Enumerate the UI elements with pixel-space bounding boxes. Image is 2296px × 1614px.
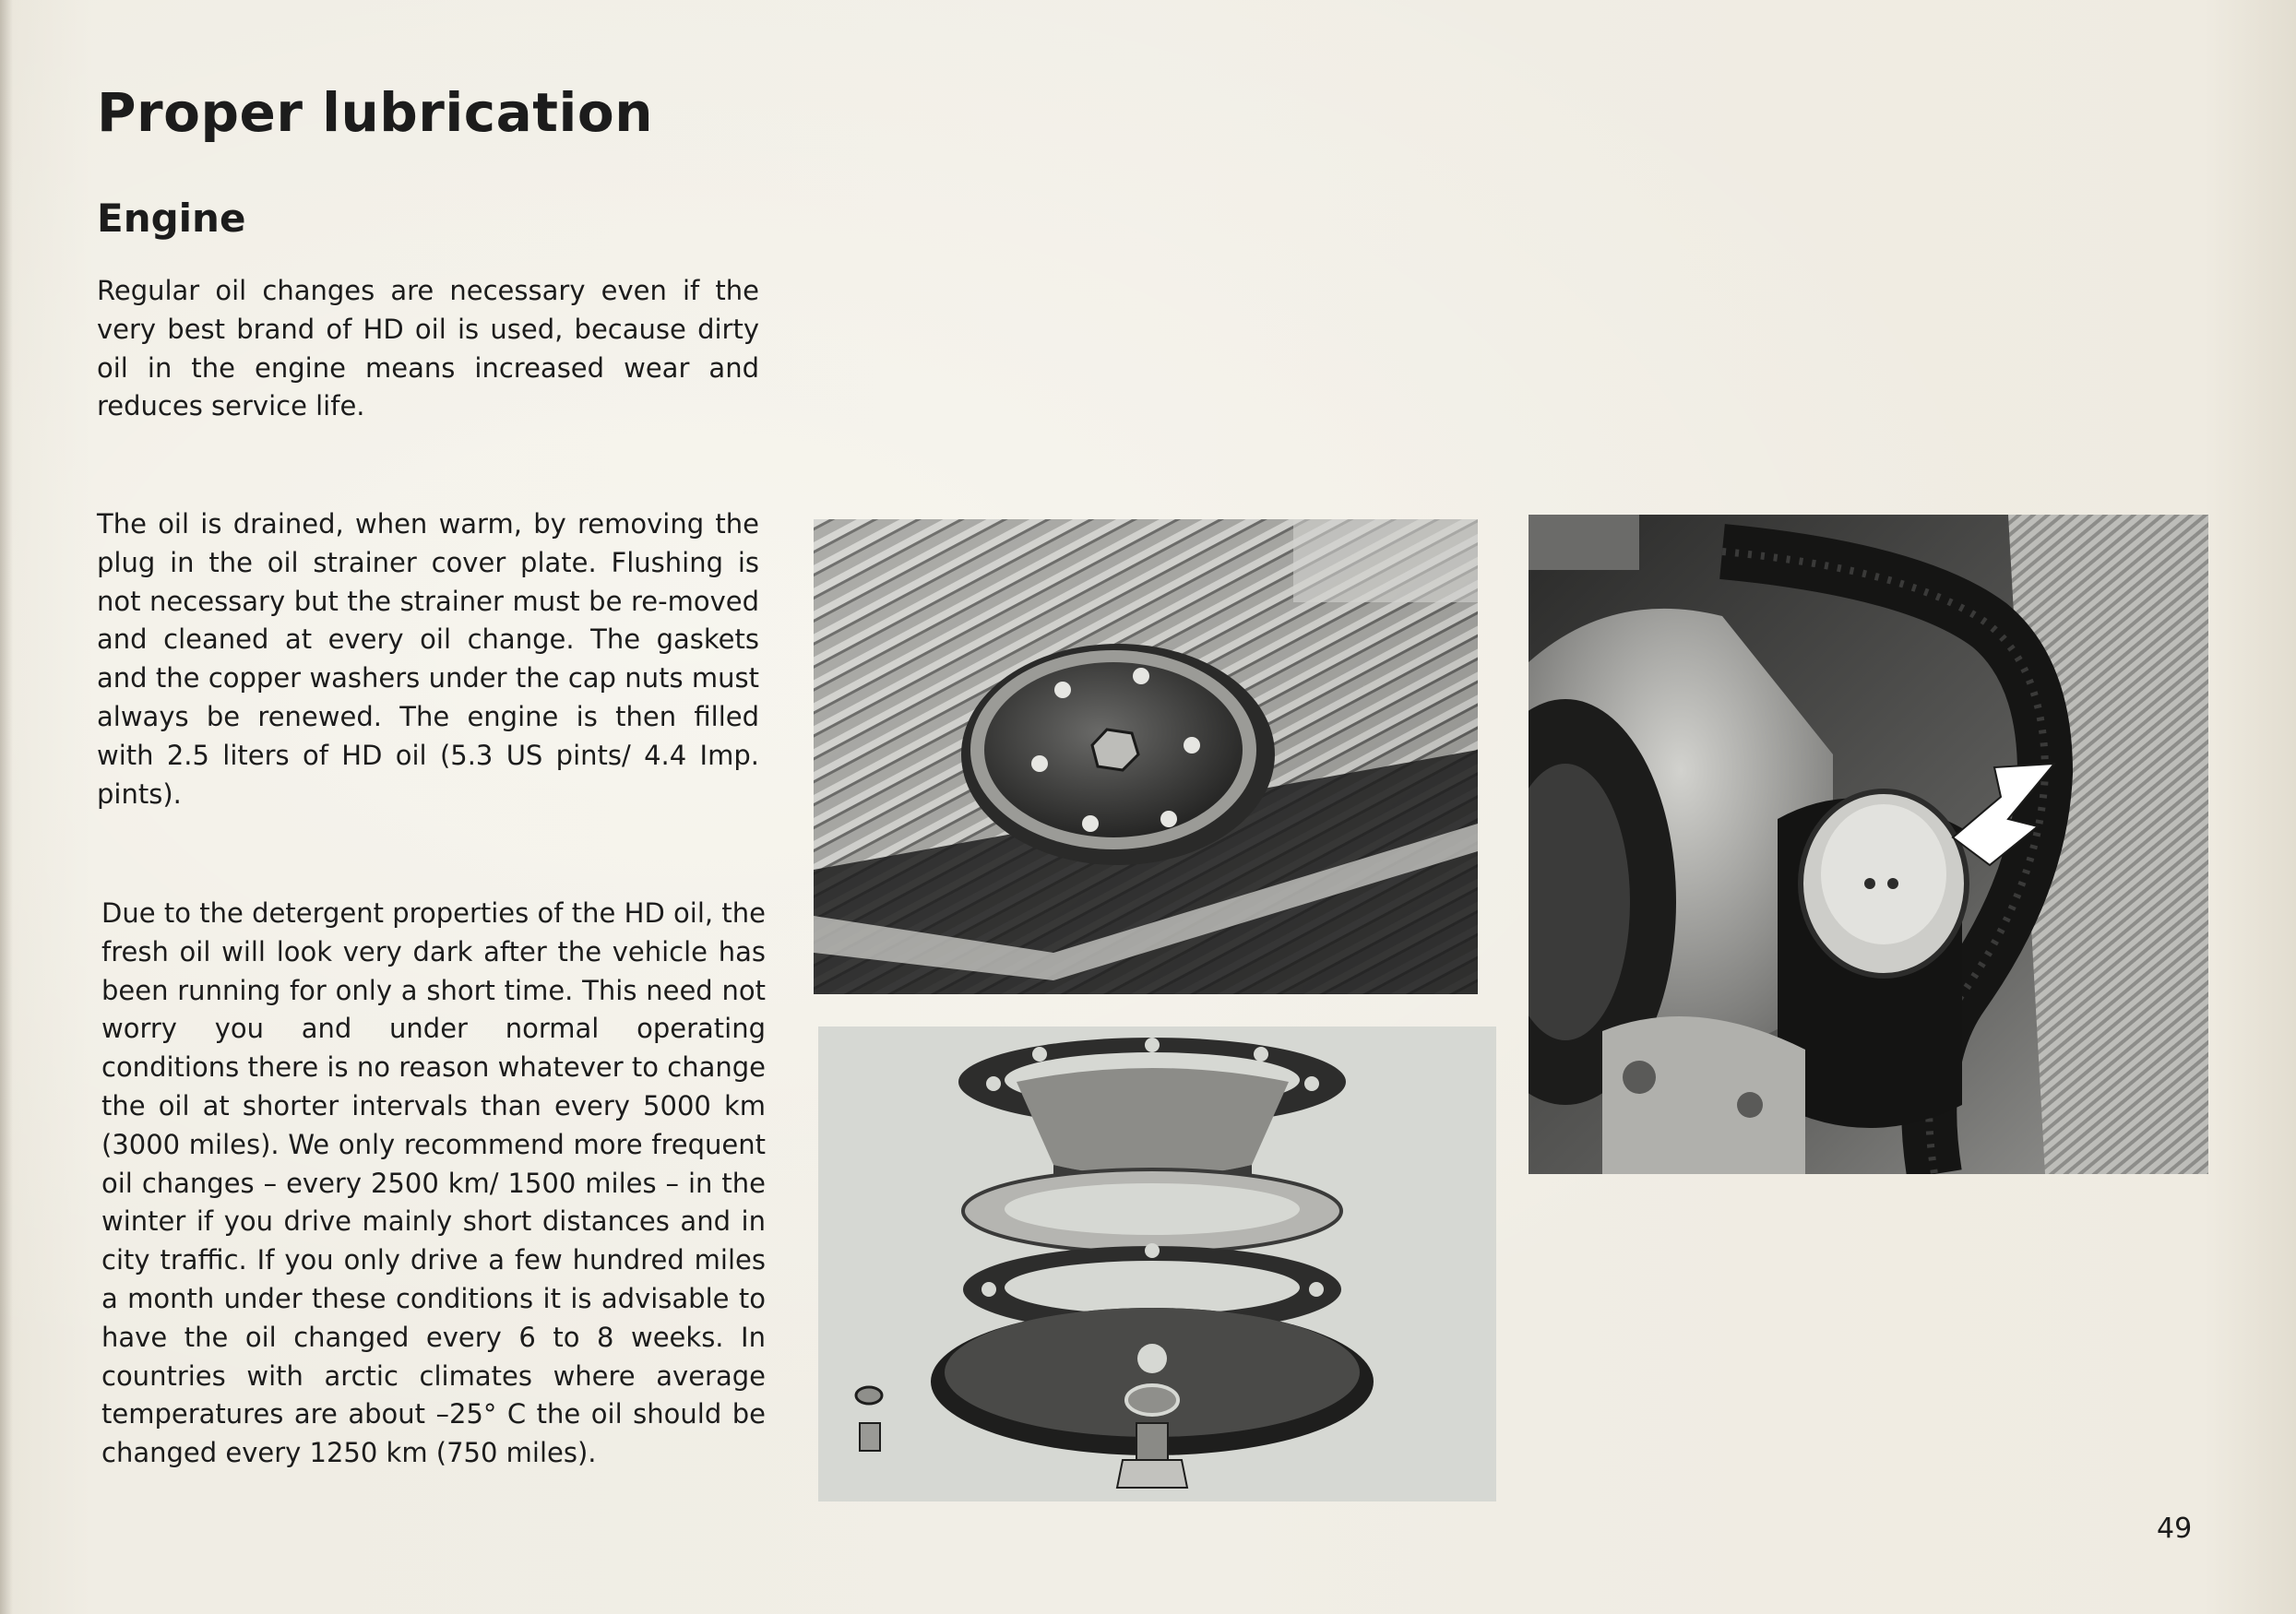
page-number: 49	[2157, 1513, 2193, 1545]
page-title: Proper lubrication	[97, 81, 654, 144]
oil-filler-cap-photo	[1529, 515, 2208, 1174]
paragraph-detergent: Due to the detergent properties of the HD oil, the fresh oil will look very dark after the vehicle has been running for only a short time. This need not worry you and under normal operating conditions there is no reason whatever to change the oil at shorter intervals than every 5000 km (3000 miles). We only recommend more frequent oil changes – every 2500 km/ 1500 miles – in the winter if you drive mainly short distances and in city traffic. If you only drive a few hundred miles a month under these conditions it is advisable to have the oil changed every 6 to 8 weeks. In countries with arctic climates where average temperatures are about –25° C the oil should be changed every 1250 km (750 miles).	[101, 897, 766, 1469]
binding-shadow	[0, 0, 13, 1614]
section-heading: Engine	[97, 196, 246, 241]
paragraph-draining: The oil is drained, when warm, by removing the plug in the oil strainer cover plate. Flushing is not necessary but the strainer must be re-moved and cleaned at every oil change. The gaskets and the copper washers under the cap nuts must always be renewed. The engine is then filled with 2.5 liters of HD oil (5.3 US pints/ 4.4 Imp. pints).	[97, 508, 759, 810]
oil-strainer-parts-photo	[818, 1027, 1496, 1501]
paragraph-oil-changes: Regular oil changes are necessary even if the very best brand of HD oil is used, because dirty oil in the engine means increased wear and reduces service life.	[97, 275, 759, 422]
oil-pan-photo	[814, 519, 1478, 994]
